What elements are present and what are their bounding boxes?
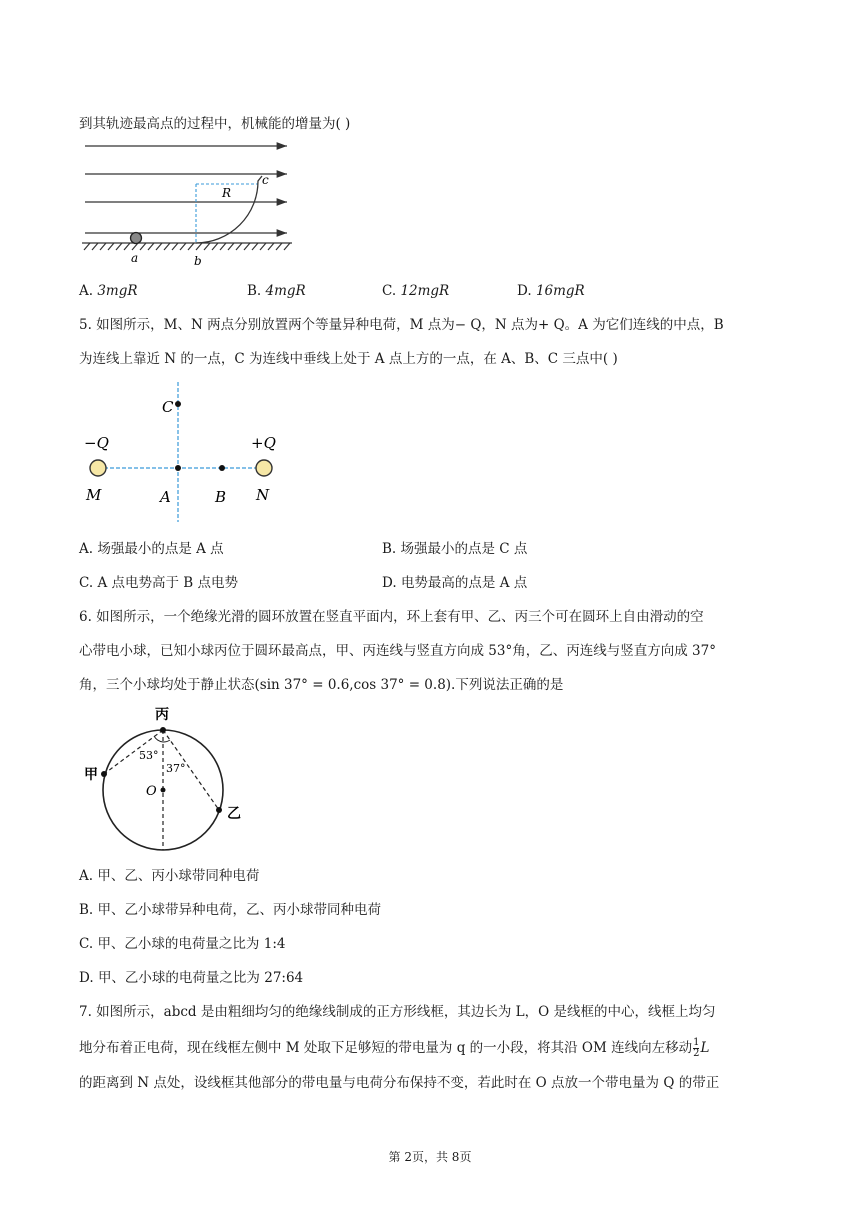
q7-text-line1: 7. 如图所示，abcd 是由粗细均匀的绝缘线制成的正方形线框，其边长为 L，O 是线框的中心，线框上均匀 [79, 1004, 716, 1020]
q6-figure [80, 702, 250, 857]
q4-figure [80, 138, 300, 268]
q4-option-b: B. 4mgR [247, 283, 306, 299]
label-B: B [215, 488, 227, 506]
label-b: b [194, 254, 202, 268]
charge-M [90, 460, 106, 476]
q7-text-line3: 的距离到 N 点处，设线框其他部分的带电量与电荷分布保持不变，若此时在 O 点放一个带电量为 Q 的带正 [79, 1075, 720, 1091]
q5-option-b: B. 场强最小的点是 C 点 [382, 541, 528, 557]
label-bing: 丙 [155, 707, 169, 723]
label-N: N [256, 486, 270, 504]
label-a: a [131, 251, 139, 265]
label-yi: 乙 [227, 806, 241, 822]
q4-option-c: C. 12mgR [382, 283, 450, 299]
q5-text-line2: 为连线上靠近 N 的一点，C 为连线中垂线上处于 A 点上方的一点，在 A、B、C 三点中( ) [79, 351, 618, 367]
q6-option-d: D. 甲、乙小球的电荷量之比为 27:64 [79, 970, 304, 986]
label-M: M [86, 486, 102, 504]
label-posQ: +Q [251, 434, 276, 452]
charge-N [256, 460, 272, 476]
q4-text-tail: 到其轨迹最高点的过程中，机械能的增量为( ) [79, 116, 351, 132]
q6-text-line1: 6. 如图所示，一个绝缘光滑的圆环放置在竖直平面内，环上套有甲、乙、丙三个可在圆环上自由滑动的空 [79, 609, 704, 625]
ball-a [131, 233, 142, 244]
label-A: A [160, 488, 171, 506]
q5-option-c: C. A 点电势高于 B 点电势 [79, 575, 238, 591]
q5-text-line1: 5. 如图所示，M、N 两点分别放置两个等量异种电荷，M 点为− Q，N 点为+ Q。A 为它们连线的中点，B [79, 317, 724, 333]
ball-jia [101, 771, 107, 777]
fraction-half: $\frac{1}{2}$ [693, 1037, 700, 1059]
label-O: O [146, 784, 157, 799]
page-footer: 第 2页，共 8页 [388, 1150, 472, 1164]
q4-option-d: D. 16mgR [517, 283, 585, 299]
q4-option-a: A. 3mgR [79, 283, 138, 299]
label-R: R [222, 186, 232, 200]
point-A [175, 465, 181, 471]
center-O [161, 788, 166, 793]
ball-yi [216, 807, 222, 813]
label-negQ: −Q [84, 434, 109, 452]
q5-figure [80, 380, 300, 530]
q6-text-line2: 心带电小球，已知小球丙位于圆环最高点，甲、丙连线与竖直方向成 53°角，乙、丙连线与竖直方向成 37° [79, 643, 716, 659]
point-B [219, 465, 225, 471]
label-jia: 甲 [84, 767, 98, 783]
label-c: c [262, 173, 269, 187]
ground [82, 243, 292, 250]
q5-option-d: D. 电势最高的点是 A 点 [382, 575, 528, 591]
field-lines [85, 146, 287, 233]
point-C [175, 401, 181, 407]
q6-option-a: A. 甲、乙、丙小球带同种电荷 [79, 868, 260, 884]
label-53: 53° [139, 749, 159, 762]
q6-option-b: B. 甲、乙小球带异种电荷，乙、丙小球带同种电荷 [79, 902, 382, 918]
ball-bing [160, 727, 166, 733]
label-37: 37° [166, 762, 186, 775]
label-C: C [162, 398, 174, 416]
q7-text-line2: 地分布着正电荷，现在线框左侧中 M 处取下足够短的带电量为 q 的一小段，将其沿 OM 连线向左移动 $\frac{1}{2}$ L [79, 1037, 710, 1059]
q6-option-c: C. 甲、乙小球的电荷量之比为 1:4 [79, 936, 286, 952]
q6-text-line3: 角，三个小球均处于静止状态(sin 37° = 0.6,cos 37° = 0.8).下列说法正确的是 [79, 677, 564, 693]
q5-option-a: A. 场强最小的点是 A 点 [79, 541, 224, 557]
